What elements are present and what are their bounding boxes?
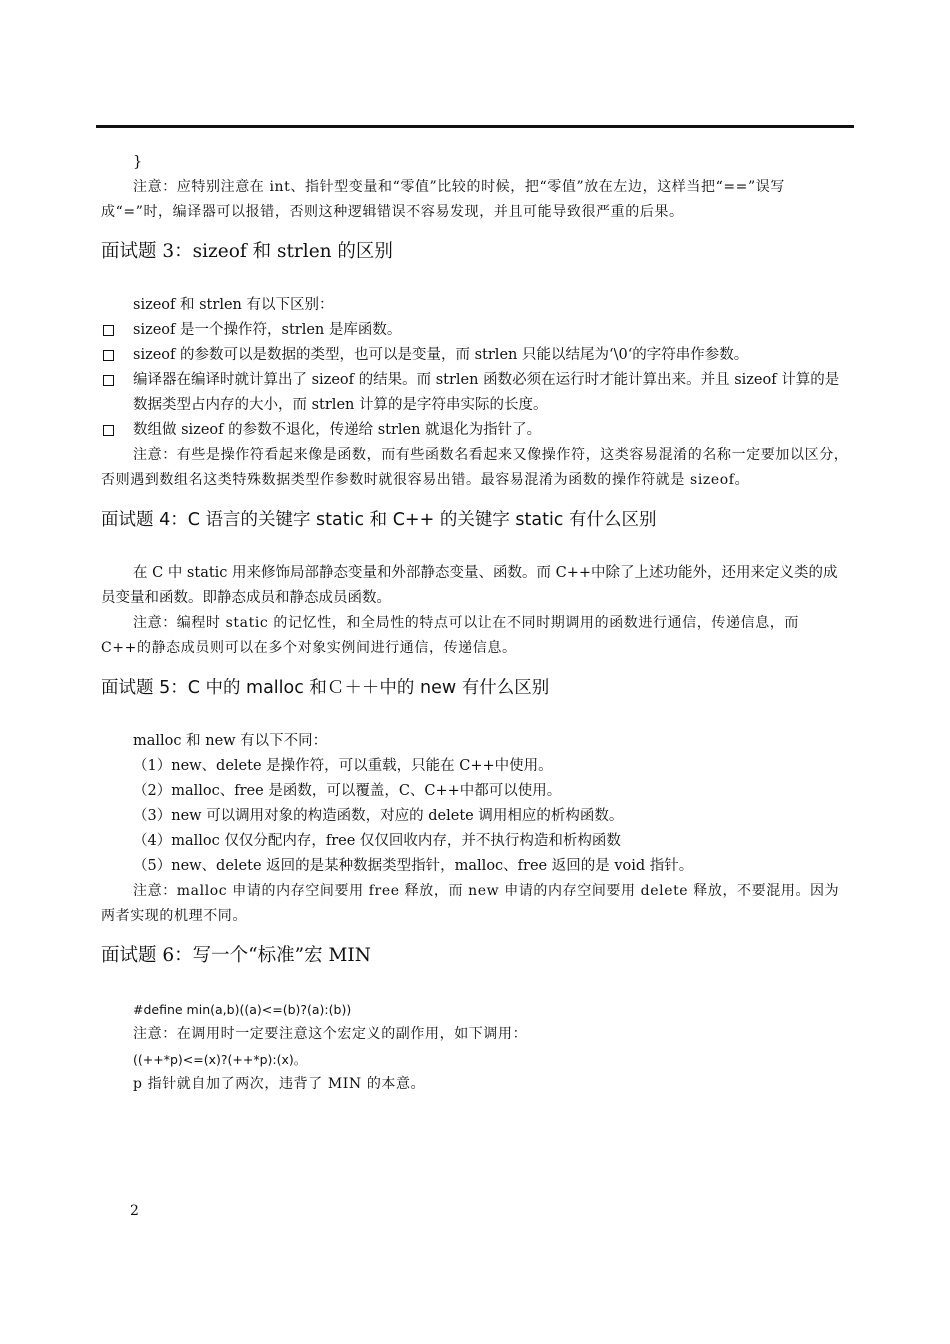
heading-q6: 面试题 6：写一个“标准”宏 MIN bbox=[101, 945, 371, 966]
document-page bbox=[101, 150, 851, 1097]
checkbox-bullet-icon bbox=[103, 425, 114, 436]
checkbox-bullet-icon bbox=[103, 325, 114, 336]
q3-note: 注意：有些是操作符看起来像是函数，而有些函数名看起来又像操作符，这类容易混淆的名称一定要加以区分，否则遇到数组名这类特殊数据类型作参数时就很容易出错。最容易混淆为函数的操作符就是 sizeof。 bbox=[101, 447, 849, 488]
heading-q3: 面试题 3：sizeof 和 strlen 的区别 bbox=[101, 241, 393, 262]
page-number: 2 bbox=[130, 1203, 139, 1219]
heading-q5: 面试题 5：C 中的 malloc 和Ｃ＋＋中的 new 有什么区别 bbox=[101, 678, 550, 698]
q4-body: 在 C 中 static 用来修饰局部静态变量和外部静态变量、函数。而 C++中除了上述功能外，还用来定义类的成员变量和函数。即静态成员和静态成员函数。 bbox=[101, 565, 838, 606]
q6-note: 注意：在调用时一定要注意这个宏定义的副作用，如下调用： bbox=[133, 1026, 528, 1042]
closing-brace: } bbox=[133, 154, 143, 170]
q3-bullet bbox=[101, 318, 851, 343]
q6-conclusion: p 指针就自加了两次，违背了 MIN 的本意。 bbox=[133, 1076, 426, 1092]
q3-bullet-text: 编译器在编译时就计算出了 sizeof 的结果。而 strlen 函数必须在运行时才能计算出来。并且 sizeof 计算的是数据类型占内存的大小，而 strlen 计算的是字符串实际的长度。 bbox=[133, 372, 840, 413]
q5-item: （1）new、delete 是操作符，可以重载，只能在 C++中使用。 bbox=[133, 758, 553, 774]
q5-note: 注意：malloc 申请的内存空间要用 free 释放，而 new 申请的内存空间要用 delete 释放，不要混用。因为两者实现的机理不同。 bbox=[101, 883, 840, 924]
q3-bullet-text: sizeof 是一个操作符，strlen 是库函数。 bbox=[133, 322, 402, 338]
q3-intro: sizeof 和 strlen 有以下区别： bbox=[133, 297, 334, 313]
q3-bullet bbox=[101, 418, 851, 443]
heading-q4: 面试题 4：C 语言的关键字 static 和 C++ 的关键字 static 有什么区别 bbox=[101, 510, 657, 530]
q3-bullet-text: 数组做 sizeof 的参数不退化，传递给 strlen 就退化为指针了。 bbox=[133, 422, 542, 438]
side-effect-code: ((++*p)<=(x)?(++*p):(x)。 bbox=[133, 1052, 307, 1067]
q3-bullet bbox=[101, 368, 851, 418]
min-macro-code: #define min(a,b)((a)<=(b)?(a):(b)) bbox=[133, 1002, 352, 1017]
q3-bullet bbox=[101, 343, 851, 368]
checkbox-bullet-icon bbox=[103, 350, 114, 361]
q4-note: 注意：编程时 static 的记忆性，和全局性的特点可以让在不同时期调用的函数进行通信，传递信息，而 C++的静态成员则可以在多个对象实例间进行通信，传递信息。 bbox=[101, 615, 799, 656]
note-zero-value: 注意：应特别注意在 int、指针型变量和“零值”比较的时候，把“零值”放在左边，这样当把“==”误写成“=”时，编译器可以报错，否则这种逻辑错误不容易发现，并且可能导致很严重的后果。 bbox=[101, 179, 785, 220]
q5-intro: malloc 和 new 有以下不同： bbox=[133, 733, 328, 749]
q3-bullet-text: sizeof 的参数可以是数据的类型，也可以是变量，而 strlen 只能以结尾为‘\0‘的字符串作参数。 bbox=[133, 347, 749, 363]
checkbox-bullet-icon bbox=[103, 375, 114, 386]
q5-item: （4）malloc 仅仅分配内存，free 仅仅回收内存，并不执行构造和析构函数 bbox=[133, 833, 621, 849]
q5-item: （3）new 可以调用对象的构造函数，对应的 delete 调用相应的析构函数。 bbox=[133, 808, 624, 824]
header-rule bbox=[96, 125, 854, 128]
q5-item: （5）new、delete 返回的是某种数据类型指针，malloc、free 返回的是 void 指针。 bbox=[133, 858, 694, 874]
q5-item: （2）malloc、free 是函数，可以覆盖，C、C++中都可以使用。 bbox=[133, 783, 562, 799]
